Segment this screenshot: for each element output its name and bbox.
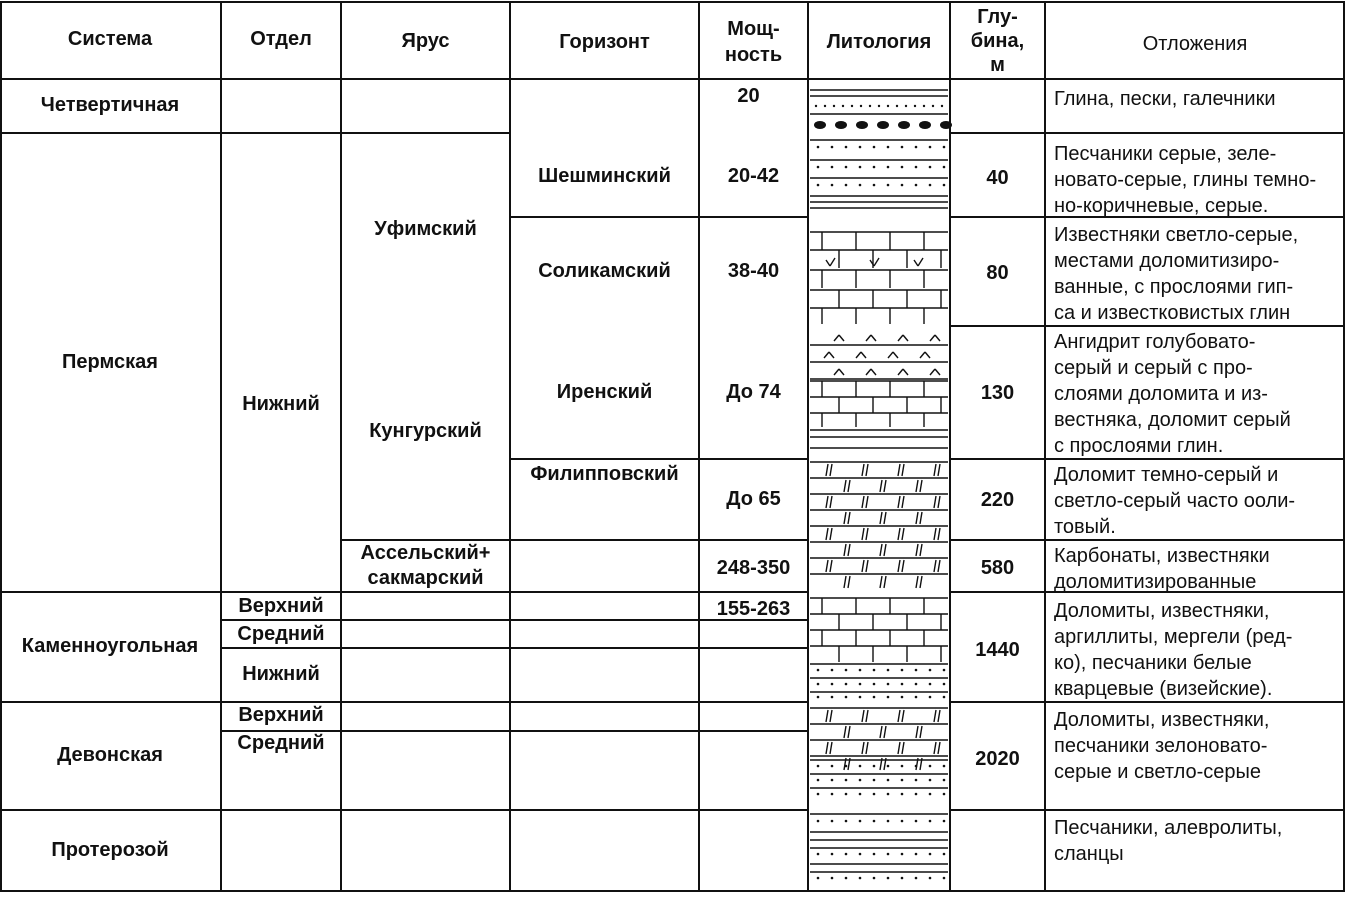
depth-solikamsk: 80 — [986, 262, 1009, 284]
header-sistema: Система — [67, 28, 153, 50]
system-permian: Пермская — [62, 351, 158, 373]
horizon-iren: Иренский — [556, 381, 653, 403]
thickness-filippovo: До 65 — [726, 488, 781, 510]
thickness-quaternary: 20 — [737, 85, 760, 107]
header-glubina-line3: м — [990, 54, 1005, 76]
system-quaternary: Четвертичная — [40, 94, 180, 116]
stage-ufimian: Уфимский — [374, 218, 477, 240]
horizon-filippovo: Филипповский — [530, 463, 679, 485]
header-otdel: Отдел — [250, 28, 312, 50]
system-devonian: Девонская — [57, 744, 163, 766]
thickness-sheshma: 20-42 — [727, 165, 780, 187]
horizon-sheshma: Шешминский — [538, 165, 671, 187]
thickness-asselian: 248-350 — [716, 557, 791, 579]
division-carb-lower: Нижний — [242, 663, 320, 685]
deposits-solikamsk: Известняки светло-серые, местами доломитизиро- ванные, с прослоями гип- са и известковистых глин — [1054, 224, 1299, 324]
division-carb-middle: Средний — [237, 623, 325, 645]
header-glubina — [950, 5, 1045, 77]
depth-asselian: 580 — [980, 557, 1015, 579]
depth-devonian: 2020 — [975, 748, 1020, 770]
header-gorizont: Горизонт — [559, 31, 650, 53]
deposits-sheshma: Песчаники серые, зеле- новато-серые, глины темно- но-коричневые, серые. — [1054, 143, 1317, 217]
stage-asselian-line1: Ассельский+ — [360, 542, 491, 564]
depth-carboniferous: 1440 — [975, 639, 1020, 661]
depth-sheshma: 40 — [986, 167, 1009, 189]
division-carb-upper: Верхний — [238, 595, 324, 617]
deposits-devonian: Доломиты, известняки, песчаники зелоновато- серые и светло-серые — [1054, 709, 1270, 783]
header-moshchnost — [699, 16, 808, 68]
depth-iren: 130 — [980, 382, 1015, 404]
deposits-asselian: Карбонаты, известняки доломитизированные — [1054, 545, 1270, 593]
stage-asselian-line2: сакмарский — [367, 567, 484, 589]
header-moshchnost-line2: ность — [724, 44, 783, 66]
depth-filippovo: 220 — [980, 489, 1015, 511]
system-carboniferous: Каменноугольная — [21, 635, 199, 657]
thickness-solikamsk: 38-40 — [727, 260, 780, 282]
header-moshchnost-line1: Мощ- — [727, 18, 780, 40]
horizon-solikamsk: Соликамский — [538, 260, 671, 282]
stage-asselian-sakmarian — [341, 541, 510, 591]
header-litologiya: Литология — [826, 31, 932, 53]
thickness-carb-upper: 155-263 — [716, 598, 791, 620]
deposits-quaternary: Глина, пески, галечники — [1054, 88, 1276, 110]
deposits-carboniferous: Доломиты, известняки, аргиллиты, мергели (ред- ко), песчаники белые кварцевые (визейские). — [1054, 600, 1293, 700]
header-glubina-line2: бина, — [970, 30, 1025, 52]
division-dev-upper: Верхний — [238, 704, 324, 726]
stage-kungurian: Кунгурский — [369, 420, 482, 442]
deposits-filippovo: Доломит темно-серый и светло-серый часто ооли- товый. — [1054, 464, 1296, 538]
system-proterozoic: Протерозой — [51, 839, 169, 861]
deposits-proterozoic: Песчаники, алевролиты, сланцы — [1054, 817, 1283, 865]
header-yarus: Ярус — [401, 30, 450, 52]
header-glubina-line1: Глу- — [977, 6, 1018, 28]
header-otlozheniya: Отложения — [1142, 33, 1248, 55]
thickness-iren: До 74 — [726, 381, 781, 403]
deposits-iren: Ангидрит голубовато- серый и серый с про- слоями доломита и из- вестняка, доломит серый с прослоями глин. — [1054, 331, 1291, 457]
division-dev-middle: Средний — [237, 732, 325, 754]
lithology-column — [810, 90, 952, 879]
division-permian-lower: Нижний — [242, 393, 320, 415]
